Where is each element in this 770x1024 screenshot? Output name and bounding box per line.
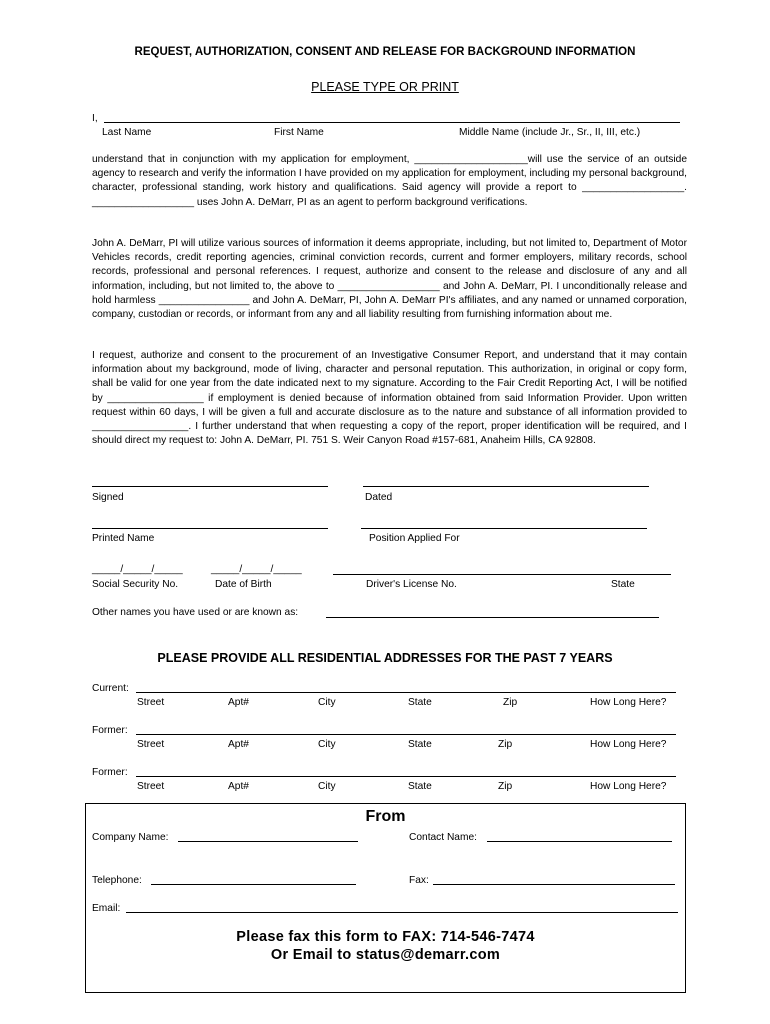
contact-name-label: Contact Name: — [409, 832, 477, 843]
other-names-field[interactable] — [326, 617, 659, 618]
col-state: State — [408, 781, 432, 792]
printed-name-field[interactable] — [92, 528, 328, 529]
paragraph-investigative-report: I request, authorize and consent to the procurement of an Investigative Consumer Report, and understand that it may contain information about my background, mode of living, character and personal reputation. This authorization, in original or copy form, shall be valid for one year from the date indicated next to my signature. According to the Fair Credit Reporting Act, I will be notified by _________________ if employment is denied because of information obtained from said Information Provider. Upon written request within 60 days, I will be given a full and accurate disclosure as to the nature and substance of all information provided to _________________. I further understand that when requesting a copy of the report, proper identification will be required, and I should direct my request to: John A. DeMarr, PI. 751 S. Weir Canyon Road #157-681, Anaheim Hills, CA 92808. — [92, 350, 687, 447]
paragraph-consent: understand that in conjunction with my application for employment, ____________________will use the service of an outside agency to research and verify the information I have provided on my application for employment, including my personal background, character, professional standing, work history and qualifications. Said agency will provide a report to __________________. __________________ uses John A. DeMarr, PI as an agent to perform background verifications. — [92, 154, 687, 208]
col-city: City — [318, 697, 336, 708]
dated-label: Dated — [365, 492, 393, 503]
col-state: State — [408, 697, 432, 708]
signed-label: Signed — [92, 492, 124, 503]
drivers-license-field[interactable] — [333, 574, 671, 575]
col-city: City — [318, 739, 336, 750]
col-street: Street — [137, 739, 165, 750]
form-title: REQUEST, AUTHORIZATION, CONSENT AND RELEASE FOR BACKGROUND INFORMATION — [134, 46, 636, 58]
former-address-field[interactable] — [136, 734, 676, 735]
drivers-license-label: Driver's License No. — [366, 579, 457, 590]
dob-field[interactable]: _____/_____/_____ — [211, 564, 302, 575]
form-subtitle — [0, 80, 770, 94]
col-zip: Zip — [498, 739, 513, 750]
col-state: State — [408, 739, 432, 750]
name-field[interactable] — [104, 122, 680, 123]
former-address-field[interactable] — [136, 776, 676, 777]
col-street: Street — [137, 697, 165, 708]
middle-name-label: Middle Name (include Jr., Sr., II, III, etc.) — [459, 127, 641, 138]
other-names-label: Other names you have used or are known as: — [92, 607, 299, 618]
ssn-label: Social Security No. — [92, 579, 179, 590]
addresses-heading: PLEASE PROVIDE ALL RESIDENTIAL ADDRESSES FOR THE PAST 7 YEARS — [157, 651, 613, 665]
col-street: Street — [137, 781, 165, 792]
from-title: From — [365, 808, 406, 825]
dob-label: Date of Birth — [215, 579, 272, 590]
state-label: State — [611, 579, 635, 590]
fax-instruction: Please fax this form to FAX: 714-546-7474 — [236, 929, 535, 945]
telephone-field[interactable] — [151, 884, 356, 885]
col-zip: Zip — [503, 697, 518, 708]
telephone-label: Telephone: — [92, 875, 142, 886]
fax-label: Fax: — [409, 875, 429, 886]
signed-field[interactable] — [92, 486, 328, 487]
col-how-long: How Long Here? — [590, 739, 667, 750]
subtitle-text: PLEASE TYPE OR PRINT — [311, 80, 459, 94]
last-name-label: Last Name — [102, 127, 152, 138]
company-name-label: Company Name: — [92, 832, 169, 843]
fax-field[interactable] — [433, 884, 675, 885]
col-apt: Apt# — [228, 739, 249, 750]
col-how-long: How Long Here? — [590, 697, 667, 708]
first-name-label: First Name — [274, 127, 324, 138]
contact-name-field[interactable] — [487, 841, 672, 842]
address-row-label: Former: — [92, 767, 128, 778]
current-address-field[interactable] — [136, 692, 676, 693]
paragraph-sources: John A. DeMarr, PI will utilize various sources of information it deems appropriate, including, but not limited to, Department of Motor Vehicles records, credit reporting agencies, criminal conviction records, current and former employers, military records, school records, professional and personal references. I request, authorize and consent to the release and disclosure of any and all information, including, but not limited to, the above to __________________ and John A. DeMarr, PI. I unconditionally release and hold harmless ________________ and John A. DeMarr, PI, John A. DeMarr PI's affiliates, and any named or unnamed corporation, company, custodian or records, or informant from any and all liability resulting from furnishing information about me. — [92, 238, 687, 321]
dated-field[interactable] — [363, 486, 649, 487]
col-apt: Apt# — [228, 697, 249, 708]
position-label: Position Applied For — [369, 533, 460, 544]
ssn-field[interactable]: _____/_____/_____ — [92, 564, 183, 575]
address-row-label: Current: — [92, 683, 129, 694]
email-label: Email: — [92, 903, 121, 914]
email-instruction: Or Email to status@demarr.com — [270, 947, 501, 963]
email-field[interactable] — [126, 912, 678, 913]
col-apt: Apt# — [228, 781, 249, 792]
position-field[interactable] — [361, 528, 647, 529]
company-name-field[interactable] — [178, 841, 358, 842]
address-row-label: Former: — [92, 725, 128, 736]
printed-name-label: Printed Name — [92, 533, 155, 544]
col-how-long: How Long Here? — [590, 781, 667, 792]
col-city: City — [318, 781, 336, 792]
col-zip: Zip — [498, 781, 513, 792]
from-box — [85, 803, 686, 993]
name-prefix: I, — [92, 113, 98, 124]
